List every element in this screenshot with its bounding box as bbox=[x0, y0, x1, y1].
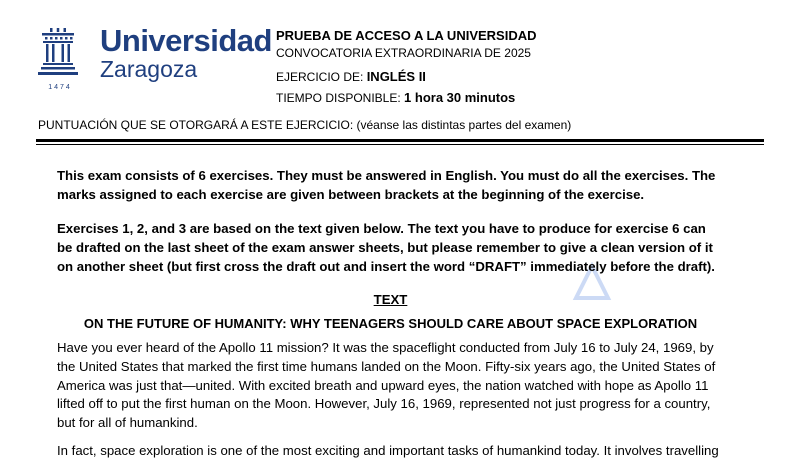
university-crest-icon bbox=[36, 26, 80, 82]
time-value: 1 hora 30 minutos bbox=[404, 90, 516, 105]
score-note: PUNTUACIÓN QUE SE OTORGARÁ A ESTE EJERCICIO: (véanse las distintas partes del examen) bbox=[38, 118, 572, 132]
exam-body bbox=[57, 166, 724, 471]
exercise-value: INGLÉS II bbox=[366, 69, 426, 84]
logo-name: Universidad bbox=[100, 23, 272, 58]
text-label: TEXT bbox=[373, 292, 408, 308]
exam-header bbox=[0, 0, 800, 140]
time-line bbox=[276, 90, 776, 106]
text-paragraph-1: Have you ever heard of the Apollo 11 mission? It was the spaceflight conducted from July 16 to July 24, 1969, by the United States that marked the first time humans landed on the Moon. Fifty-six years ago, the United States of America was just that—united. With excited breath and upward eyes, the nation watched with hope as Apollo 11 lifted off to put the first human on the Moon. However, July 16, 1969, represented not just progress for a country, but for all of humankind. bbox=[57, 340, 716, 430]
intro-paragraph-2: Exercises 1, 2, and 3 are based on the text given below. The text you have to produce for exercise 6 can be drafted on the last sheet of the exam answer sheets, but please remember to give a clean version of it on another sheet (but first cross the draft out and insert the word “DRAFT” immediately before the draft). bbox=[57, 220, 715, 275]
university-logo bbox=[36, 24, 276, 100]
exam-title: PRUEBA DE ACCESO A LA UNIVERSIDAD bbox=[276, 28, 537, 43]
text-paragraph-2: In fact, space exploration is one of the most exciting and important tasks of humankind today. It involves travelling bbox=[57, 443, 719, 459]
logo-year: 1474 bbox=[48, 84, 72, 91]
intro-paragraph-1: This exam consists of 6 exercises. They must be answered in English. You must do all the exercises. The marks assigned to each exercise are given between brackets at the beginning of the exercise. bbox=[57, 168, 716, 203]
exam-info bbox=[276, 28, 776, 106]
exercise-label: EJERCICIO DE: bbox=[276, 70, 367, 84]
header-divider-thick bbox=[36, 139, 764, 142]
exam-convocatoria: CONVOCATORIA EXTRAORDINARIA DE 2025 bbox=[276, 46, 531, 60]
time-label: TIEMPO DISPONIBLE: bbox=[276, 91, 405, 105]
text-title: ON THE FUTURE OF HUMANITY: WHY TEENAGERS SHOULD CARE ABOUT SPACE EXPLORATION bbox=[83, 316, 698, 332]
header-divider-thin bbox=[36, 144, 764, 145]
logo-city: Zaragoza bbox=[100, 56, 198, 82]
exercise-line bbox=[276, 69, 776, 85]
